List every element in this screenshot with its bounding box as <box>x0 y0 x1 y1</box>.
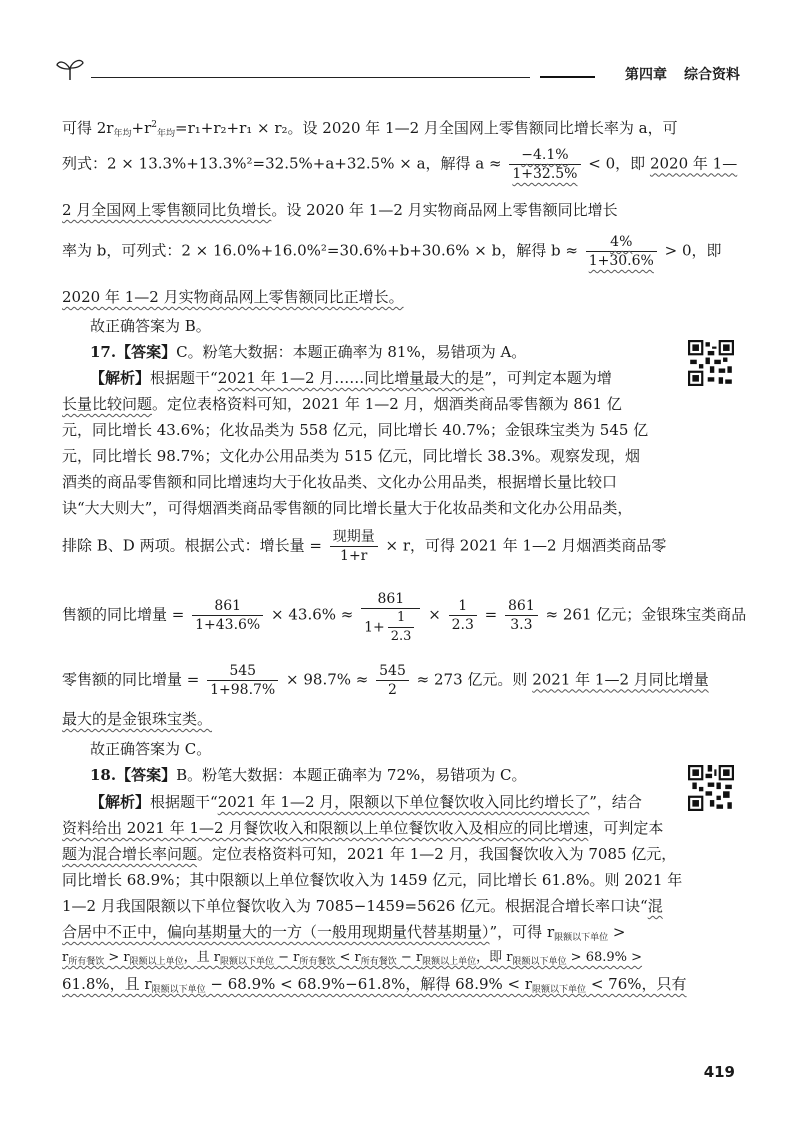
answer-line: 17.【答案】C。粉笔大数据：本题正确率为 81%，易错项为 A。 <box>90 343 527 361</box>
text-line: 酒类的商品零售额和同比增速均大于化妆品类、文化办公用品类，根据增长量比较口 <box>62 473 618 491</box>
text-line: 2 月全国网上零售额同比负增长。设 2020 年 1—2 月实物商品网上零售额同比增长 <box>62 201 618 219</box>
text-line: 合居中不正中，偏向基期量大的一方（一般用现期量代替基期量）”，可得 $r_{限额以下单位}$ > <box>62 923 626 943</box>
header-dash <box>540 76 595 78</box>
fraction: $\frac{4\%}{1+30.6\%}$ <box>586 233 657 270</box>
page-header <box>55 52 745 92</box>
text-line: 1—2 月我国限额以下单位餐饮收入为 7085−1459=5626 亿元。根据混合增长率口诀“混 <box>62 897 663 915</box>
text-line: 61.8%，且 $r_{限额以下单位} - 68.9\% < 68.9\%-61.8\%$，解得 $68.9\% < r_{限额以下单位} < 76\%$，只有 <box>62 975 687 995</box>
chapter-title: 第四章 <box>625 67 667 83</box>
text-line: 率为 b，可列式：2 × 16.0%+16.0%²=30.6%+b+30.6% × b，解得 b ≈ $\frac{4\%}{1+30.6\%}$ > 0，即 <box>62 234 722 269</box>
answer-line: 18.【答案】B。粉笔大数据：本题正确率为 72%，易错项为 C。 <box>90 766 527 784</box>
text-line: 【解析】根据题干“2021 年 1—2 月，限额以下单位餐饮收入同比约增长了”，结合 <box>90 793 642 811</box>
fraction: 861 1+ $\frac{1}{2.3}$ <box>361 590 420 646</box>
text-line: 题为混合增长率问题。定位表格资料可知，2021 年 1—2 月，我国餐饮收入为 7085 亿元， <box>62 845 677 863</box>
text-line: $r_{所有餐饮} > r_{限额以上单位}$，且 $r_{限额以下单位} - r_{所有餐饮} < r_{所有餐饮} - r_{限额以上单位}$，即 $r_{限额以下单位} > 68.9\%$ > <box>62 950 643 967</box>
text-line: 元，同比增长 98.7%；文化办公用品类为 515 亿元，同比增长 38.3%。观察发现，烟 <box>62 447 641 465</box>
text-line: 可得 $2r_{年均}+r^2_{年均}=r_1+r_2+r_1 \times r_2$。设 2020 年 1—2 月全国网上零售额同比增长率为 a，可 <box>62 119 678 139</box>
text-line: 诀“大大则大”，可得烟酒类商品零售额的同比增长量大于化妆品类和文化办公用品类， <box>62 499 633 517</box>
text-line: 售额的同比增量 = $\frac{861}{1+43.6\%}$ × 43.6% ≈ 861 1+ $\frac{1}{2.3}$ × $\frac{1}{2.3}$ = $\frac{861}{3.3}$ ≈ 261 亿元；金银珠宝类商品 <box>62 591 747 644</box>
text-line: 最大的是金银珠宝类。 <box>62 710 213 728</box>
fraction: $\frac{-4.1\%}{1+32.5\%}$ <box>509 146 580 183</box>
text-line: 资料给出 2021 年 1—2 月餐饮收入和限额以上单位餐饮收入及相应的同比增速，可判定本 <box>62 819 664 837</box>
section-title: 综合资料 <box>684 67 740 83</box>
text-line: 排除 B、D 两项。根据公式：增长量 = $\frac{\text{现期量}}{1+r}$ × r，可得 2021 年 1—2 月烟酒类商品零 <box>62 529 667 564</box>
fraction: $\frac{1}{2.3}$ <box>449 597 477 634</box>
qr-code-icon[interactable] <box>688 765 734 811</box>
sprout-icon <box>55 56 85 82</box>
text-line: 元，同比增长 43.6%；化妆品类为 558 亿元，同比增长 40.7%；金银珠宝类为 545 亿 <box>62 421 649 439</box>
text-line: 长量比较问题。定位表格资料可知，2021 年 1—2 月，烟酒类商品零售额为 861 亿 <box>62 395 622 413</box>
text-line: 零售额的同比增量 = $\frac{545}{1+98.7\%}$ × 98.7% ≈ $\frac{545}{2}$ ≈ 273 亿元。则 2021 年 1—2 月同比增量 <box>62 663 709 698</box>
fraction: $\frac{545}{1+98.7\%}$ <box>207 662 278 699</box>
fraction: $\frac{545}{2}$ <box>376 662 409 699</box>
fraction: $\frac{\text{现期量}}{1+r}$ <box>330 528 378 565</box>
page-number: 419 <box>703 1063 735 1081</box>
text-line: 故正确答案为 C。 <box>90 740 212 758</box>
qr-code-icon[interactable] <box>688 340 734 386</box>
fraction: $\frac{861}{3.3}$ <box>505 597 538 634</box>
text-line: 【解析】根据题干“2021 年 1—2 月……同比增量最大的是”，可判定本题为增 <box>90 369 612 387</box>
text-line: 列式：2 × 13.3%+13.3%²=32.5%+a+32.5% × a，解得 a ≈ $\frac{-4.1\%}{1+32.5\%}$ < 0，即 2020 年 1— <box>62 147 738 182</box>
fraction: $\frac{861}{1+43.6\%}$ <box>192 597 263 634</box>
text-line: 2020 年 1—2 月实物商品网上零售额同比正增长。 <box>62 288 404 306</box>
text-line: 故正确答案为 B。 <box>90 317 211 335</box>
text-line: 同比增长 68.9%；其中限额以上单位餐饮收入为 1459 亿元，同比增长 61.8%。则 2021 年 <box>62 871 683 889</box>
header-rule <box>91 77 530 78</box>
